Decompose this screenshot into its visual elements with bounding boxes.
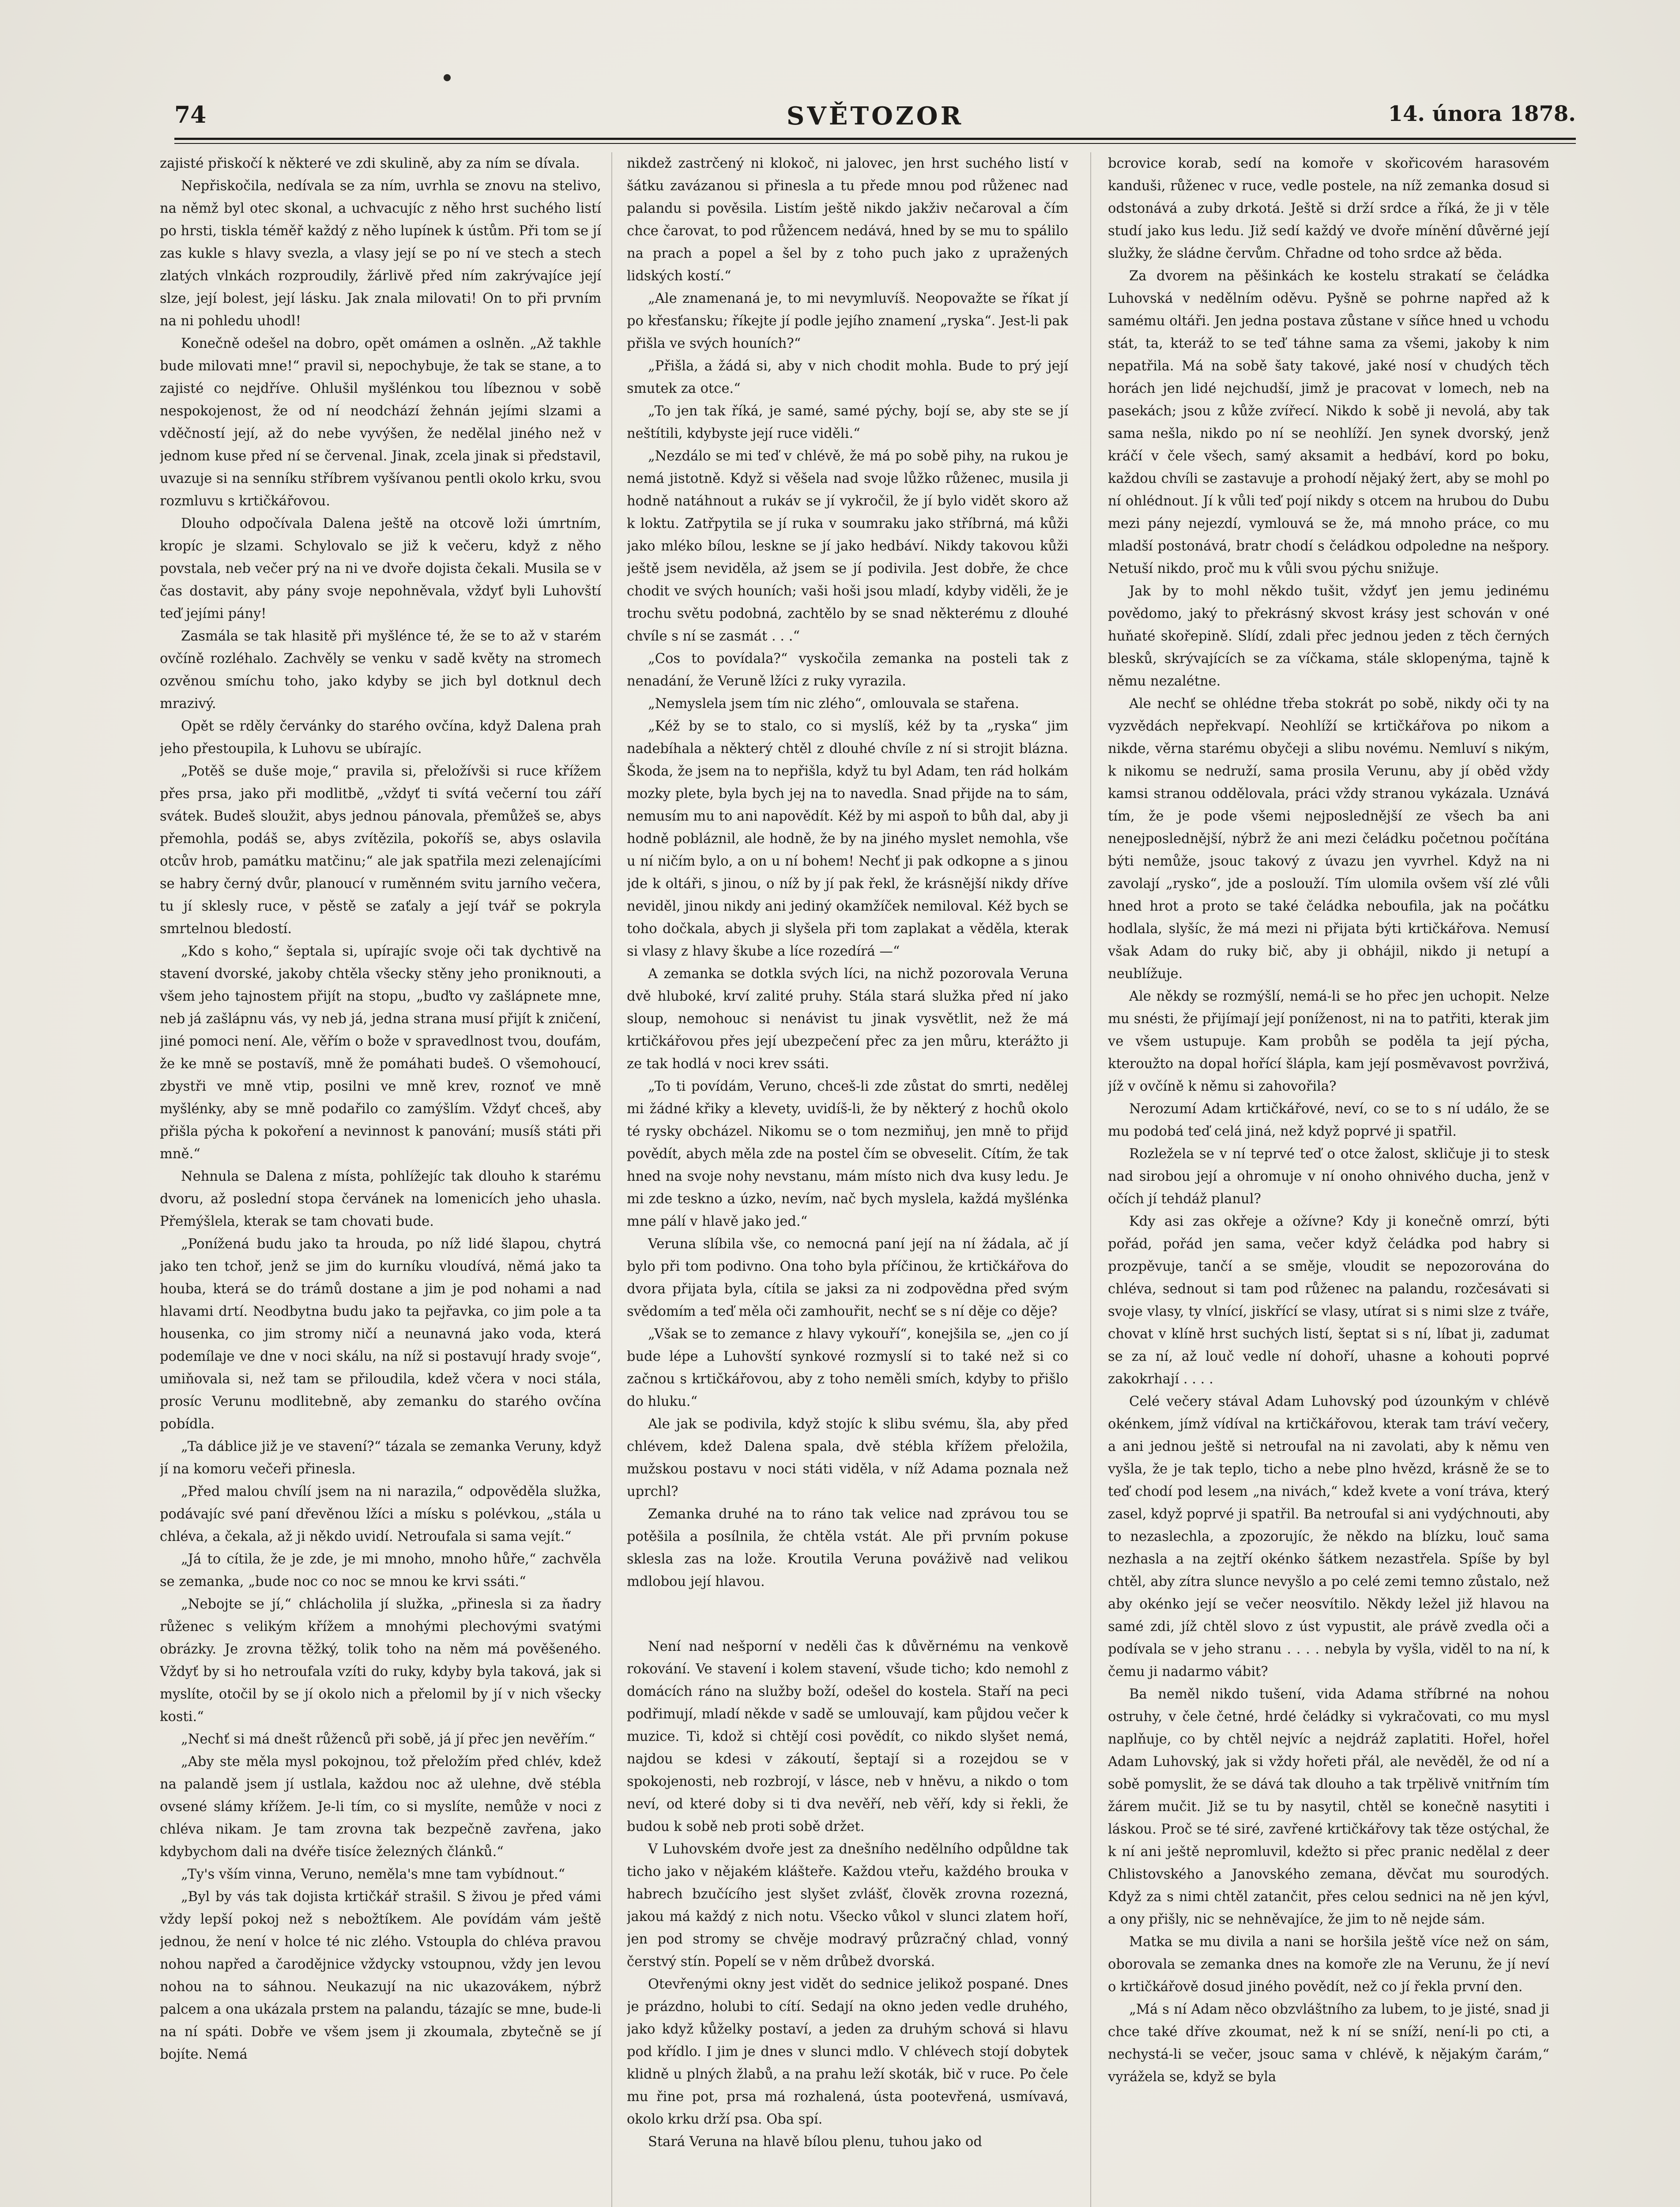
paragraph: „Já to cítila, že je zde, je mi mnoho, mnoho hůře,“ zachvěla se zemanka, „bude noc co noc se mnou ke krvi ssáti.“	[160, 1552, 601, 1589]
paragraph: „Kéž by se to stalo, co si myslíš, kéž by ta „ryska“ jim nadebíhala a některý chtěl z dlouhé chvíle z ní si strojit blázna. Škoda, že jsem na to nepřišla, když tu byl Adam, ten rád holkám mozky plete, byla bych jej na to navedla. Snad přijde na to sám, nemusím mu to ani napovědít. Kéž by mi aspoň to bůh dal, aby ji hodně pobláznil, ale hodně, že by na jiného myslet nemohla, vše u ní ničím bylo, a on u ní bohem! Nechť ji pak odkopne a s jinou jde k oltáři, s jinou, o níž by jí pak řekl, že krásnější nikdy dříve neviděl, jinou nikdy ani jediný okamžíček nemiloval. Kéž bych se toho dočkala, abych ji slyšela při tom zaplakat a věděla, kterak si vlasy z hlavy škube a líce rozedírá —“	[627, 719, 1068, 959]
paragraph: Nerozumí Adam krtičkářové, neví, co se to s ní událo, že se mu podobá teď celá jiná, než když poprvé ji spatřil.	[1108, 1101, 1549, 1139]
paragraph: „Byl by vás tak dojista krtičkář strašil. S živou je před vámi vždy lepší pokoj než s nebožtíkem. Ale povídám vám ještě jednou, že není v holce té nic zlého. Vstoupla do chléva pravou nohou napřed a čarodějnice vždycky vstoupnou, vždy jen levou nohou na to sáhnou. Neukazují na nic ukazovákem, nýbrž palcem a ona ukázala prstem na palandu, tázajíc se mne, bude-li na ní spáti. Dobře ve všem jsem ji zkoumala, zbytečně se jí bojíte. Nemá	[160, 1889, 601, 2062]
paragraph: „Nezdálo se mi teď v chlévě, že má po sobě pihy, na rukou je nemá jistotně. Když si věšela nad svoje lůžko růženec, musila ji hodně natáhnout a rukáv se jí vykročil, že jí bylo vidět skoro až k loktu. Zatřpytila se jí ruka v soumraku jako stříbrná, má kůži jako mléko bílou, leskne se jí jako hedbáví. Nikdy takovou kůži ještě jsem neviděla, až jsem se jí podivila. Jest dobře, že chce chodit ve svých houních; vaši hoši jsou mladí, kdyby viděli, že je trochu světu podobná, zachtělo by se snad některému z dlouhé chvíle s ní se zasmát . . .“	[627, 448, 1068, 644]
column-separator	[611, 152, 612, 2207]
paragraph: Dlouho odpočívala Dalena ještě na otcově loži úmrtním, kropíc je slzami. Schylovalo se již k večeru, když z něho povstala, neb večer prý na ni ve dvoře dojista čekali. Musila se v čas dostavit, aby pány svoje nepohněvala, vždyť byli Luhovští teď jejími pány!	[160, 516, 601, 621]
text-column-1	[160, 152, 601, 2207]
paragraph: V Luhovském dvoře jest za dnešního nedělního odpůldne tak ticho jako v nějakém klášteře. Každou vteřu, každého brouka v habrech bzučícího jest slyšet zvlášť, člověk zrovna rozezná, jakou má každý z nich notu. Všecko vůkol v slunci zlatem hoří, jen pod stromy se chvěje modravý průzračný chlad, vonný čerstvý stín. Popelí se v něm drůbež dvorská.	[627, 1842, 1068, 1970]
column-separator	[1090, 152, 1091, 2207]
paragraph: Zasmála se tak hlasitě při myšlénce té, že se to až v starém ovčíně rozléhalo. Zachvěly se venku v sadě květy na stromech ozvěnou smíchu toho, jako kdyby se jich byl dotknul dech mrazivý.	[160, 629, 601, 712]
paragraph: „To ti povídám, Veruno, chceš-li zde zůstat do smrti, nedělej mi žádné křiky a klevety, uvidíš-li, že by některý z hochů okolo té rysky obcházel. Nikomu se o tom nezmiňuj, jen mně to přijď povědít, abych měla zde na postel čím se obveselit. Cítím, že tak hned na svoje nohy nevstanu, mám místo nich dva kusy ledu. Je mi zde teskno a úzko, nevím, nač bych myslela, každá myšlénka mne pálí v hlavě jako jed.“	[627, 1079, 1068, 1229]
paragraph: Jak by to mohl někdo tušit, vždyť jen jemu jedinému povědomo, jaký to překrásný skvost krásy jest schován v oné huňaté skořepině. Slídí, zdali přec jednou jeden z těch černých blesků, skrývajících se za víčkama, stále sklopenýma, tajně k němu nezalétne.	[1108, 584, 1549, 689]
text-column-3	[1108, 152, 1549, 2207]
paragraph: A zemanka se dotkla svých líci, na nichž pozorovala Veruna dvě hluboké, krví zalité pruhy. Stála stará služka před ní jako sloup, nemohouc si nenávist tu jinak vysvětlit, než že má krtičkářovou přes její ubezpečení přec za jen můru, kterážto ji ze tak hodlá v noci krev ssáti.	[627, 966, 1068, 1072]
paragraph: „To jen tak říká, je samé, samé pýchy, bojí se, aby ste se jí neštítili, kdybyste její ruce viděli.“	[627, 403, 1068, 441]
paragraph: „Ty's vším vinna, Veruno, neměla's mne tam vybídnout.“	[181, 1867, 565, 1882]
paragraph: „Nebojte se jí,“ chlácholila jí služka, „přinesla si za ňadry růženec s velikým křížem a mnohými plechovými svatými obrázky. Je zrovna těžký, tolik toho na něm má pověšeného. Vždyť by si ho netroufala vzíti do ruky, kdyby byla taková, jak si myslíte, otočil by se jí okolo nich a přelomil by jí v nich všecky kosti.“	[160, 1597, 601, 1725]
paragraph: „Přišla, a žádá si, aby v nich chodit mohla. Bude to prý její smutek za otce.“	[627, 358, 1068, 396]
paragraph: „Potěš se duše moje,“ pravila si, přeložívši si ruce křížem přes prsa, jako při modlitbě, „vždyť ti svítá večerní tou září svátek. Budeš sloužit, abys jednou pánovala, přemůžeš se, abys přemohla, podáš se, abys zvítězila, pokoříš se, abys oslavila otcův hrob, památku matčinu;“ ale jak spatřila mezi zelenajícími se habry černý dvůr, planoucí v ruměnném svitu jarního večera, tu jí sklesly ruce, v pěstě se zaťaly a její tvář se pokryla smrtelnou bledostí.	[160, 764, 601, 937]
paragraph: Ba neměl nikdo tušení, vida Adama stříbrné na nohou ostruhy, v čele četné, hrdé čeládky si vykračovati, co mu mysl naplňuje, co by chtěl nejvíc a nejdráž zaplatiti. Hořel, hořel Adam Luhovský, jak si vždy hořeti přál, ale nevěděl, že od ní a sobě pomyslit, že se dává tak dlouho a tak trpělivě vnitřním tím žárem mučit. Již se tu by nasytil, chtěl se konečně nasytiti i láskou. Proč se té siré, zavřené krtičkářovy tak těze ostýchal, že k ní ani ještě nepromluvil, kdežto si přec pranic nedělal z deer Chlistovského a Janovského zemana, děvčat mu sourodých. Když za s nimi chtěl zatančit, přes celou sednici na ně jen kývl, a ony přišly, nic se nehněvajíce, že jim to ně nejde sám.	[1108, 1687, 1549, 1927]
text-column-2	[627, 152, 1068, 2207]
page-number: 74	[174, 102, 207, 128]
paragraph: „Však se to zemance z hlavy vykouří“, konejšila se, „jen co jí bude lépe a Luhovští synkové rozmyslí si to také než si co začnou s krtičkářovou, aby z toho neměli smích, kdyby to přišlo do hluku.“	[627, 1326, 1068, 1409]
paragraph: „Ponížená budu jako ta hrouda, po níž lidé šlapou, chytrá jako ten tchoř, jenž se jim do kurníku vloudívá, němá jako ta houba, která se do trámů dostane a jim je pod nohami a nad hlavami drtí. Neodbytna budu jako ta pejřavka, co jim pole a ta housenka, co jim stromy ničí a neunavná jako voda, která podemílaje ve dne v noci skálu, na níž si postavují hrady svoje“, umiňovala si, než tam se přiloudila, kdež včera v noci stála, prosíc Verunu modlitebně, aby zemanku do starého ovčína pobídla.	[160, 1236, 601, 1432]
paragraph: Ale nechť se ohlédne třeba stokrát po sobě, nikdy oči ty na vyzvědách nepřekvapí. Neohlíží se krtičkářova po nikom a nikde, věrna starému obyčeji a slibu novému. Nemluví s nikým, k nikomu se nedruží, sama prosila Verunu, aby jí oběd vždy kamsi stranou oddělovala, práci vždy stranou vykázala. Uznává tím, že je pode všemi nejposlednější ze všech ba ani nenejposlednější, nýbrž že ani mezi čeládku početnou počítána býti nemůže, jsouc takový z úvazu jen vyvrhel. Když na ni zavolají „rysko“, jde a poslouží. Tím ulomila ovšem vší zlé vůli hned hrot a proto se také čeládka neboufila, jak na počátku hodlala, slyšíc, že má mezi ni přijata býti krtičkářova. Nemusí však Adam do ruky bič, aby ji obhájil, nikdo ji netupí a neublížuje.	[1108, 696, 1549, 982]
paragraph: „Ta dáblice již je ve stavení?“ tázala se zemanka Veruny, když jí na komoru večeři přinesla.	[160, 1439, 601, 1477]
paragraph: „Nechť si má dnešt růženců při sobě, já jí přec jen nevěřím.“	[181, 1732, 595, 1747]
header-rule-thick	[174, 138, 1576, 140]
paragraph: „Aby ste měla mysl pokojnou, tož přeložím před chlév, kdež na palandě jsem jí ustlala, každou noc až ulehne, dvě stébla ovsené slámy křížem. Je-li tím, co si myslíte, nemůže v noci z chléva nikam. Je tam zrovna tak bezpečně zavřena, jako kdybychom dali na dvéře tisíce železných článků.“	[160, 1754, 601, 1860]
paragraph: „Má s ní Adam něco obzvláštního za lubem, to je jisté, snad ji chce také dříve zkoumat, než k ní se sníží, není-li po cti, a nechystá-li se večer, jsouc sama v chlévě, k nějakým čarám,“ vyrážela se, když se byla	[1108, 2002, 1549, 2085]
paragraph: Rozležela se v ní teprvé teď o otce žalost, skličuje ji to stesk nad sirobou její a ohromuje v ní onoho ohnivého ducha, jenž v očích jí tehdáž planul?	[1108, 1146, 1549, 1207]
paragraph: „Kdo s koho,“ šeptala si, upírajíc svoje oči tak dychtivě na stavení dvorské, jakoby chtěla všecky stěny jeho proniknouti, a všem jeho tajnostem přijít na stopu, „buďto vy zašlápnete mne, neb já zašlápnu vás, vy neb já, jedna strana musí přijít k zničení, jiné pomoci není. Ale, věřím o bože v spravedlnost tvou, doufám, že ke mně se postavíš, mně že pomáhati budeš. O všemohoucí, zbystři ve mně vtip, posilni ve mně krev, roznoť ve mně myšlénky, aby se mně podařilo co zamýšlím. Vždyť chceš, aby přišla pýcha k pokoření a nevinnost k panování; musíš státi při mně.“	[160, 944, 601, 1162]
paragraph: Ale jak se podivila, když stojíc k slibu svému, šla, aby před chlévem, kdež Dalena spala, dvě stébla křížem přeložila, mužskou postavu v noci státi viděla, v níž Adama poznala než uprchl?	[627, 1416, 1068, 1499]
ink-speck	[444, 74, 451, 81]
issue-date: 14. února 1878.	[1388, 102, 1576, 126]
paragraph: Matka se mu divila a nani se horšila ještě více než on sám, oborovala se zemanka dnes na komoře zle na Verunu, že jí neví o krtičkářově dosud jiného povědít, než co jí řekla první den.	[1108, 1934, 1549, 1995]
paragraph: „Nemyslela jsem tím nic zlého“, omlouvala se stařena.	[648, 696, 1019, 712]
paragraph: bcrovice korab, sedí na komoře v skořicovém harasovém kanduši, růženec v ruce, vedle postele, na níž zemanka dosud si odstonává a zuby drkotá. Ještě si drží srdce a říká, že ji v těle studí jako kus ledu. Již sedí každý ve dvoře mínění důvěrné její služky, že sládne červům. Chřadne od toho srdce až běda.	[1108, 156, 1549, 261]
header-rule-thin	[174, 143, 1576, 144]
paragraph: „Před malou chvílí jsem na ni narazila,“ odpověděla služka, podávajíc své paní dřevěnou lžíci a mísku s polévkou, „stála u chléva, a čekala, až ji někdo uvidí. Netroufala si sama vejít.“	[160, 1484, 601, 1544]
paragraph: Celé večery stával Adam Luhovský pod úzounkým v chlévě okénkem, jímž vídíval na krtičkářovou, kterak tam tráví večery, a ani jednou ještě si netroufal na ni zavolati, aby k němu ven vyšla, že je tak teplo, ticho a nebe plno hvězd, krásně že se to teď chodí pod lesem „na nivách,“ kdež kvete a voní tráva, který zasel, když poprvé ji spatřil. Ba netroufal si ani vydýchnouti, aby to nezaslechla, a zpozorujíc, že někdo na blízku, louč sama nezhasla a na zejtří okénko šátkem nezastřela. Spíše by byl chtěl, aby zítra slunce nevyšlo a po celé zemi temno zůstalo, než aby okénko její se večer neosvítilo. Někdy ležel již hlavou na samé zdi, jíž chtěl slovo z úst vypustit, ale právě zvedla oči a podívala se v jeho stranu . . . . nebyla by vyšla, viděl to na ní, k čemu ji nadarmo vábit?	[1108, 1394, 1549, 1680]
paragraph: „Cos to povídala?“ vyskočila zemanka na posteli tak z nenadání, že Veruně lžíci z ruky vyrazila.	[627, 651, 1068, 689]
paragraph: Veruna slíbila vše, co nemocná paní její na ní žádala, ač jí bylo při tom podivno. Ona toho byla příčinou, že krtičkářova do dvora přijata byla, cítila se jaksi za ni zodpovědna před svým svědomím a teď měla oči zamhouřit, nechť se s ní děje co děje?	[627, 1236, 1068, 1319]
paragraph: Kdy asi zas okřeje a ožívne? Kdy ji konečně omrzí, býti pořád, pořád jen sama, večer když čeládka pod habry si prozpěvuje, tančí a se směje, vloudit se nepozorována do chléva, sednout si tam pod růženec na palandu, rozčesávati si svoje vlasy, ty vlnící, jiskřící se vlasy, utírat si s nimi slze z tváře, chovat v klíně hrst suchých listí, šeptat si s ní, líbat ji, zadumat se za ní, až louč vedle ní dohoří, uhasne a kohouti poprvé zakokrhají . . . .	[1108, 1214, 1549, 1387]
paragraph: Za dvorem na pěšinkách ke kostelu strakatí se čeládka Luhovská v nedělním oděvu. Pyšně se pohrne napřed až k samému oltáři. Jen jedna postava zůstane v síňce hned u vchodu stát, ta, kteráž to se teď táhne sama za všemi, jakoby k nim nepatřila. Má na sobě šaty takové, jaké nosí v chudých těch horách jen lidé nejchudší, jimž je pracovat v lomech, neb na pasekách; jsou z kůže zvířecí. Nikdo k sobě ji nevolá, aby tak sama nešla, nikdo po ní se neohlíží. Jen synek dvorský, jenž kráčí v čele všech, samý aksamit a hedbáví, kord po boku, každou chvíli se zastavuje a prohodí nějaký žert, aby se mohl po ní ohlédnout. Jí k vůli teď pojí nikdy s otcem na hrubou do Dubu mezi pány nejezdí, vymlouvá se že, má mnoho práce, co mu mladší postonává, bratr chodí s čeládkou odpoledne na nešpory. Netuší nikdo, proč mu k vůli svou pýchu snižuje.	[1108, 268, 1549, 576]
paragraph: „Ale znamenaná je, to mi nevymluvíš. Neopovažte se říkat jí po křesťansku; říkejte jí podle jejího znamení „ryska“. Jest-li pak přišla ve svých houních?“	[627, 291, 1068, 351]
paragraph: Není nad nešporní v neděli čas k důvěrnému na venkově rokování. Ve stavení i kolem stavení, všude ticho; kdo nemohl z domácích ráno na služby boží, odešel do kostela. Staří na peci podřimují, mladí někde v sadě se umlouvají, kam půjdou večer k muzice. Ti, kdož si chtějí cosi povědít, co nikdo slyšet nemá, najdou se kdesi v zákoutí, šeptají si a rozejdou se v spokojenosti, neb rozbrojí, v lásce, neb v hněvu, a nikdo o tom neví, od které doby si ti dva nevěří, neb věří, kdy si řekli, že budou k sobě neb proti sobě držet.	[627, 1639, 1068, 1834]
paragraph: Stará Veruna na hlavě bílou plenu, tuhou jako od	[648, 2134, 982, 2150]
section-break	[627, 1593, 1068, 1635]
paragraph: zajisté přiskočí k některé ve zdi skulině, aby za ním se dívala.	[160, 156, 580, 171]
paragraph: Nehnula se Dalena z místa, pohlížejíc tak dlouho k starému dvoru, až poslední stopa červánek na lomenicích jeho uhasla. Přemýšlela, kterak se tam chovati bude.	[160, 1169, 601, 1229]
paragraph: Ale někdy se rozmýšlí, nemá-li se ho přec jen uchopit. Nelze mu snésti, že přijímají její poníženost, ni na to patřiti, kterak jim ve všem ustupuje. Kam probůh se poděla ta její pýcha, kteroužto na dopal hořící šlápla, kam její posměvavost povrživá, jíž v ovčíně k němu si zahovořila?	[1108, 989, 1549, 1094]
paragraph: Opět se rděly červánky do starého ovčína, když Dalena prah jeho přestoupila, k Luhovu se ubírajíc.	[160, 719, 601, 757]
masthead-title: SVĚTOZOR	[786, 102, 964, 131]
paragraph: nikdež zastrčený ni klokoč, ni jalovec, jen hrst suchého listí v šátku zavázanou si přinesla a tu přede mnou pod růženec nad palandu si pověsila. Listím ještě nikdo jakživ nečaroval a čím chce čarovat, to pod růžencem nedává, hned by se mu to spálilo na prach a popel a šel by z toho puch jako z upražených lidských kostí.“	[627, 156, 1068, 284]
paragraph: Zemanka druhé na to ráno tak velice nad zprávou tou se potěšila a posílnila, že chtěla vstát. Ale při prvním pokuse sklesla zas na lože. Kroutila Veruna pováživě nad velikou mdlobou její hlavou.	[627, 1506, 1068, 1589]
paragraph: Konečně odešel na dobro, opět omámen a oslněn. „Až takhle bude milovati mne!“ pravil si, nepochybuje, že tak se stane, a to zajisté co nejdříve. Ohlušil myšlénkou tou líbeznou v sobě nespokojenost, že od ní neodchází žehnán jejími slzami a vděčností její, až do nebe vyvýšen, že nedělal jiného než v jednom kuse před ní se červenal. Jinak, zcela jinak si představil, uvazuje si na senníku stříbrem vyšívanou pentli okolo krku, svou rozmluvu s krtičkářovou.	[160, 336, 601, 509]
paragraph: Nepřiskočila, nedívala se za ním, uvrhla se znovu na stelivo, na němž byl otec skonal, a uchvacujíc z něho hrst suchého listí po hrsti, tiskla téměř každý z něho lupínek k ústům. Při tom se jí zas kukle s hlavy svezla, a vlasy její se po ní ve stech a stech zlatých vlnkách rozproudily, žárlivě před ním zakrývajíce její slze, její bolest, její lásku. Jak znala milovati! On to při prvním na ni pohledu uhodl!	[160, 178, 601, 329]
paragraph: Otevřenými okny jest vidět do sednice jelikož pospané. Dnes je prázdno, holubi to cítí. Sedají na okno jeden vedle druhého, jako když kůželky postaví, a jeden za druhým schová si hlavu pod křídlo. I jim je dnes v slunci mdlo. V chlévech stojí dobytek klidně u plných žlabů, a na prahu leží skoták, bič v ruce. Po čele mu řine pot, prsa má rozhalená, ústa pootevřená, usmívavá, okolo krku drží psa. Oba spí.	[627, 1977, 1068, 2127]
